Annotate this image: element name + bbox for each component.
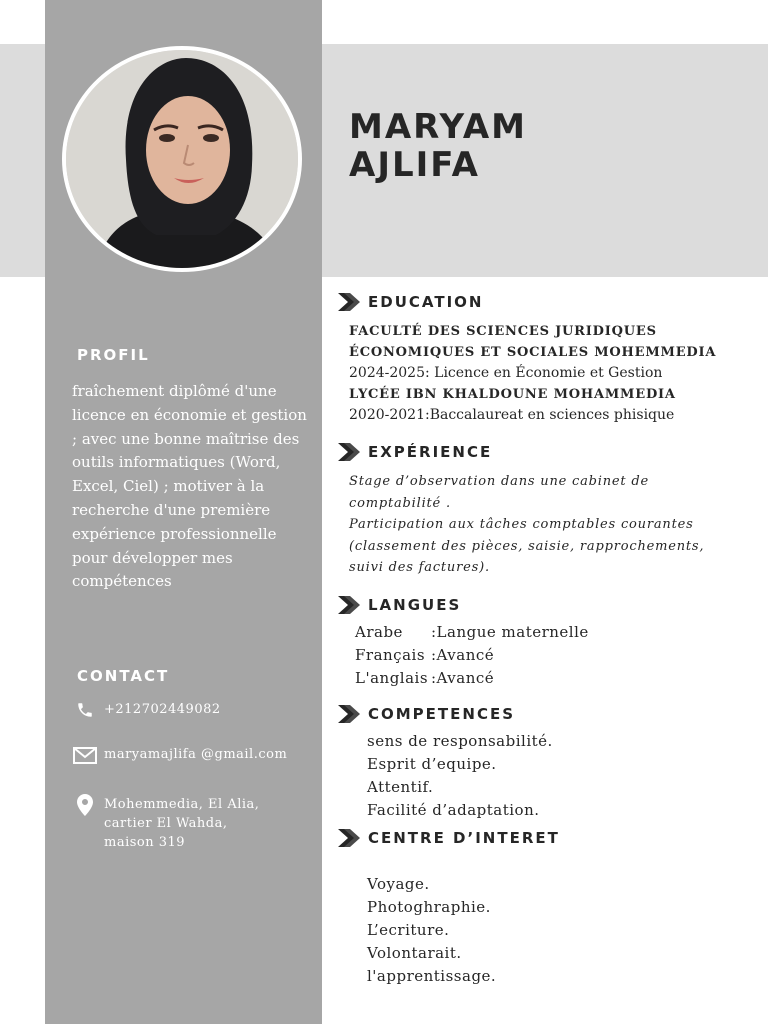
- chevron-right-icon: [338, 596, 362, 614]
- experience-line-2: Participation aux tâches comptables courantes (classement des pièces, saisie, rapprochements, suivi des factures).: [349, 517, 705, 575]
- chevron-right-icon: [338, 293, 362, 311]
- profile-photo: [62, 46, 302, 272]
- contact-email: [72, 745, 287, 765]
- languages-title: LANGUES: [368, 596, 462, 614]
- experience-title: EXPÉRIENCE: [368, 443, 493, 461]
- contact-phone: [72, 700, 221, 720]
- languages-heading: [338, 596, 461, 614]
- chevron-right-icon: [338, 443, 362, 461]
- education-content: [349, 321, 716, 426]
- profile-title: PROFIL: [77, 346, 150, 364]
- language-name: Français: [355, 646, 426, 664]
- language-level: :Avancé: [431, 646, 495, 664]
- education-heading: [338, 293, 483, 311]
- language-name: Arabe: [355, 623, 403, 641]
- skills-title: COMPETENCES: [368, 705, 516, 723]
- location-pin-icon: [72, 795, 98, 815]
- address-text: Mohemmedia, El Alia, cartier El Wahda, maison 319: [104, 797, 260, 850]
- school-1-line-2: ÉCONOMIQUES ET SOCIALES MOHEMMEDIA: [349, 345, 717, 360]
- school-2: LYCÉE IBN KHALDOUNE MOHAMMEDIA: [349, 387, 676, 402]
- interests-title: CENTRE D’INTERET: [368, 829, 560, 847]
- skill-item: Facilité d’adaptation.: [367, 801, 540, 819]
- skills-heading: [338, 705, 515, 723]
- contact-title: CONTACT: [77, 667, 170, 685]
- language-row: [355, 644, 589, 667]
- education-title: EDUCATION: [368, 293, 484, 311]
- interest-item: L’ecriture.: [367, 921, 450, 939]
- experience-heading: [338, 443, 492, 461]
- skill-item: Esprit d’equipe.: [367, 755, 497, 773]
- language-name: L'anglais: [355, 669, 429, 687]
- first-name: MARYAM: [349, 107, 527, 147]
- language-row: [355, 621, 589, 644]
- degree-2: 2020-2021:Baccalaureat en sciences phisique: [349, 407, 675, 423]
- interest-item: Photoghraphie.: [367, 898, 491, 916]
- interests-list: [367, 873, 496, 988]
- phone-number: +212702449082: [104, 702, 221, 717]
- interest-item: l'apprentissage.: [367, 967, 497, 985]
- skills-list: [367, 730, 553, 822]
- interest-item: Voyage.: [367, 875, 430, 893]
- skill-item: sens de responsabilité.: [367, 732, 553, 750]
- portrait-image: [66, 50, 298, 268]
- interest-item: Volontarait.: [367, 944, 462, 962]
- skill-item: Attentif.: [367, 778, 434, 796]
- candidate-name: [349, 108, 527, 184]
- interests-heading: [338, 829, 560, 847]
- degree-1: 2024-2025: Licence en Économie et Gestion: [349, 365, 663, 381]
- language-row: [355, 667, 589, 690]
- mail-icon: [72, 745, 98, 765]
- chevron-right-icon: [338, 829, 362, 847]
- last-name: AJLIFA: [349, 145, 480, 185]
- profile-text: fraîchement diplômé d'une licence en économie et gestion ; avec une bonne maîtrise des outils informatiques (Word, Excel, Ciel) ; motiver à la recherche d'une première expérience professionnelle pour développer mes compétences: [72, 382, 307, 591]
- experience-line-1: Stage d’observation dans une cabinet de comptabilité .: [349, 474, 649, 511]
- language-level: :Avancé: [431, 669, 495, 687]
- experience-content: [349, 471, 714, 579]
- language-level: :Langue maternelle: [431, 623, 589, 641]
- chevron-right-icon: [338, 705, 362, 723]
- email-address: maryamajlifa @gmail.com: [104, 747, 288, 762]
- school-1-line-1: FACULTÉ DES SCIENCES JURIDIQUES: [349, 324, 657, 339]
- contact-address: [72, 795, 259, 852]
- phone-icon: [72, 700, 98, 720]
- languages-list: [355, 621, 589, 690]
